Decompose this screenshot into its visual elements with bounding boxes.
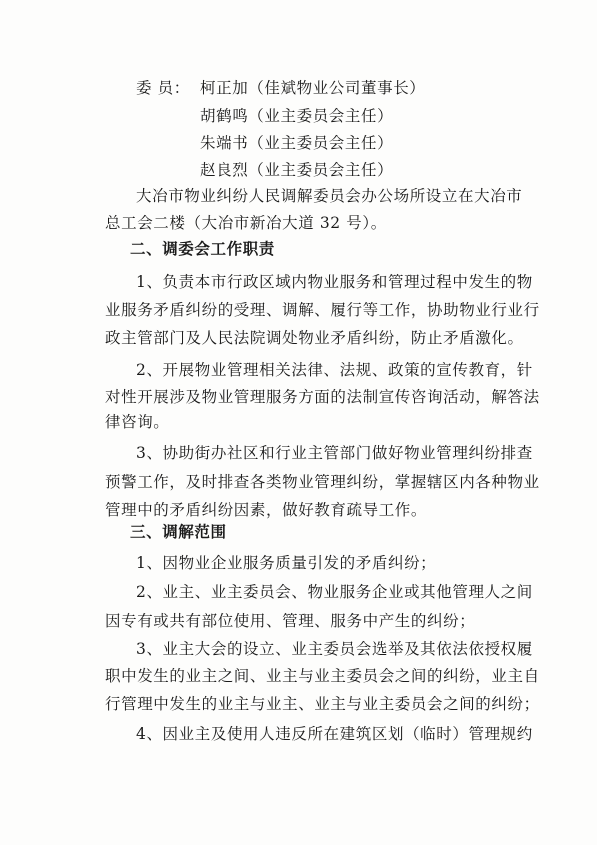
list-item: 2、业主、业主委员会、物业服务企业或其他管理人之间	[136, 583, 533, 601]
list-item: 行管理中发生的业主与业主、业主与业主委员会之间的纠纷；	[105, 695, 540, 713]
member-line: 赵良烈（业主委员会主任）	[200, 161, 394, 179]
paragraph-line: 律咨询。	[105, 413, 170, 431]
list-item: 因专有或共有部位使用、管理、服务中产生的纠纷；	[105, 612, 476, 630]
office-text: 大冶市物业纠纷人民调解委员会办公场所设立在大冶市	[136, 187, 523, 205]
members-label: 委 员：	[136, 79, 190, 97]
paragraph-line: 预警工作，及时排查各类物业管理纠纷，掌握辖区内各种物业	[105, 473, 540, 491]
paragraph-line: 1、负责本市行政区域内物业服务和管理过程中发生的物	[136, 273, 533, 291]
member-line: 朱端书（业主委员会主任）	[200, 134, 394, 152]
paragraph-line: 业服务矛盾纠纷的受理、调解、履行等工作，协助物业行业行	[105, 301, 540, 319]
section-heading: 三、调解范围	[130, 523, 227, 541]
paragraph-line: 管理中的矛盾纠纷因素，做好教育疏导工作。	[105, 501, 428, 519]
list-item: 3、业主大会的设立、业主委员会选举及其依法依授权履	[136, 640, 533, 658]
paragraph-line: 政主管部门及人民法院调处物业矛盾纠纷，防止矛盾激化。	[105, 329, 524, 347]
paragraph-line: 3、协助街办社区和行业主管部门做好物业管理纠纷排查	[136, 444, 533, 462]
section-heading: 二、调委会工作职责	[130, 240, 275, 258]
list-item: 职中发生的业主之间、业主与业主委员会之间的纠纷，业主自	[105, 667, 540, 685]
office-text: 总工会二楼（大冶市新冶大道 32 号）。	[105, 214, 387, 232]
member-line: 胡鹤鸣（业主委员会主任）	[200, 107, 394, 125]
paragraph-line: 2、开展物业管理相关法律、法规、政策的宣传教育，针	[136, 361, 533, 379]
member-line: 柯正加（佳斌物业公司董事长）	[200, 79, 426, 97]
paragraph-line: 对性开展涉及物业管理服务方面的法制宣传咨询活动，解答法	[105, 388, 540, 406]
list-item: 1、因物业企业服务质量引发的矛盾纠纷；	[136, 554, 437, 572]
list-item: 4、因业主及使用人违反所在建筑区划（临时）管理规约	[136, 725, 533, 743]
